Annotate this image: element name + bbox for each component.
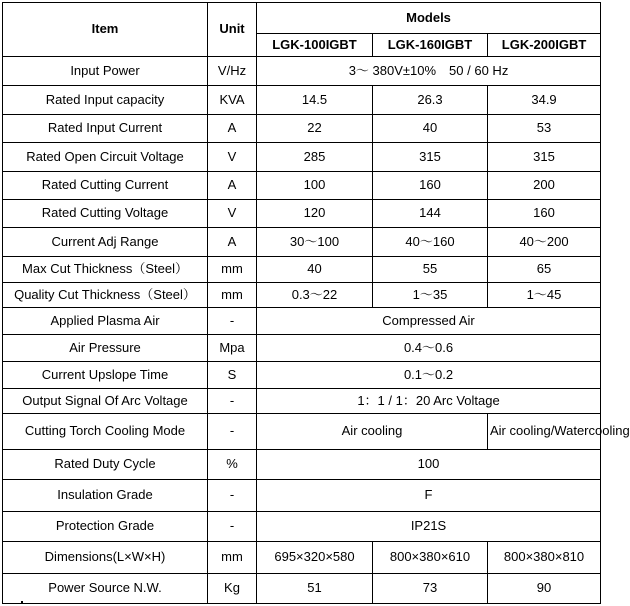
row-value: 0.4～0.6 — [257, 335, 601, 362]
row-unit: V — [208, 200, 257, 228]
row-unit: S — [208, 362, 257, 389]
row-unit: A — [208, 172, 257, 200]
row-unit: V/Hz — [208, 57, 257, 86]
row-value-1: Air cooling — [257, 414, 488, 450]
table-row — [3, 308, 601, 335]
unit-header: Unit — [208, 3, 257, 57]
row-value-3: 160 — [488, 200, 601, 228]
row-unit: - — [208, 512, 257, 542]
table-row — [3, 283, 601, 308]
table-row — [3, 257, 601, 283]
row-value: 3～ 380V±10% 50 / 60 Hz — [257, 57, 601, 86]
row-item: Rated Cutting Voltage — [3, 200, 208, 228]
row-value-1: 100 — [257, 172, 373, 200]
row-value: 1：1 / 1：20 Arc Voltage — [257, 389, 601, 414]
row-item: Power Source N.W. — [3, 574, 208, 604]
table-row — [3, 143, 601, 172]
row-value-3: 53 — [488, 115, 601, 143]
model-header-3: LGK-200IGBT — [488, 34, 601, 57]
row-item: Current Upslope Time — [3, 362, 208, 389]
row-item: Dimensions(L×W×H) — [3, 542, 208, 574]
row-value-3: 315 — [488, 143, 601, 172]
row-value-2: 73 — [373, 574, 488, 604]
row-value-2: 160 — [373, 172, 488, 200]
row-value-2: 800×380×610 — [373, 542, 488, 574]
row-value-3: 34.9 — [488, 86, 601, 115]
row-value-3: 800×380×810 — [488, 542, 601, 574]
row-unit: KVA — [208, 86, 257, 115]
row-unit: - — [208, 480, 257, 512]
row-value-1: 0.3～22 — [257, 283, 373, 308]
row-item: Current Adj Range — [3, 228, 208, 257]
row-value-1: 285 — [257, 143, 373, 172]
row-value-3: 1～45 — [488, 283, 601, 308]
row-value: Compressed Air — [257, 308, 601, 335]
row-value-2: 315 — [373, 143, 488, 172]
table-row — [3, 512, 601, 542]
row-item: Input Power — [3, 57, 208, 86]
row-unit: Mpa — [208, 335, 257, 362]
table-row — [3, 86, 601, 115]
table-row — [3, 414, 601, 450]
row-value: 100 — [257, 450, 601, 480]
model-header-1: LGK-100IGBT — [257, 34, 373, 57]
row-item: Quality Cut Thickness（Steel） — [3, 283, 208, 308]
row-value-2: 40 — [373, 115, 488, 143]
row-item: Rated Duty Cycle — [3, 450, 208, 480]
row-value-3: 90 — [488, 574, 601, 604]
row-value-1: 40 — [257, 257, 373, 283]
table-row — [3, 228, 601, 257]
row-value-1: 22 — [257, 115, 373, 143]
row-value-2: 1～35 — [373, 283, 488, 308]
row-value: IP21S — [257, 512, 601, 542]
table-row — [3, 200, 601, 228]
row-value-2: Air cooling/Watercooling — [488, 414, 601, 450]
row-value-3: 200 — [488, 172, 601, 200]
row-value-2: 40～160 — [373, 228, 488, 257]
row-value-2: 144 — [373, 200, 488, 228]
stray-dot — [21, 601, 23, 603]
row-item: Rated Input Current — [3, 115, 208, 143]
row-item: Rated Open Circuit Voltage — [3, 143, 208, 172]
spec-table — [2, 2, 630, 604]
row-unit: mm — [208, 257, 257, 283]
row-item: Output Signal Of Arc Voltage — [3, 389, 208, 414]
row-value: F — [257, 480, 601, 512]
row-value-1: 14.5 — [257, 86, 373, 115]
row-value: 0.1～0.2 — [257, 362, 601, 389]
models-header: Models — [257, 3, 601, 34]
row-unit: - — [208, 414, 257, 450]
item-header: Item — [3, 3, 208, 57]
row-value-3: 40～200 — [488, 228, 601, 257]
row-item: Rated Input capacity — [3, 86, 208, 115]
table-row — [3, 57, 601, 86]
row-unit: V — [208, 143, 257, 172]
row-unit: - — [208, 389, 257, 414]
row-item: Applied Plasma Air — [3, 308, 208, 335]
row-unit: mm — [208, 542, 257, 574]
table-row — [3, 362, 601, 389]
table-row — [3, 574, 601, 604]
table-row — [3, 115, 601, 143]
table-row — [3, 172, 601, 200]
row-unit: - — [208, 308, 257, 335]
table-row — [3, 542, 601, 574]
row-item: Air Pressure — [3, 335, 208, 362]
row-value-1: 30～100 — [257, 228, 373, 257]
model-header-2: LGK-160IGBT — [373, 34, 488, 57]
row-unit: A — [208, 115, 257, 143]
table-row — [3, 480, 601, 512]
row-value-1: 120 — [257, 200, 373, 228]
row-unit: mm — [208, 283, 257, 308]
row-item: Insulation Grade — [3, 480, 208, 512]
row-item: Cutting Torch Cooling Mode — [3, 414, 208, 450]
row-value-1: 51 — [257, 574, 373, 604]
row-unit: Kg — [208, 574, 257, 604]
row-value-1: 695×320×580 — [257, 542, 373, 574]
table-row — [3, 389, 601, 414]
row-item: Rated Cutting Current — [3, 172, 208, 200]
row-unit: A — [208, 228, 257, 257]
row-item: Max Cut Thickness（Steel） — [3, 257, 208, 283]
table-row — [3, 335, 601, 362]
row-value-2: 26.3 — [373, 86, 488, 115]
row-value-2: 55 — [373, 257, 488, 283]
row-value-3: 65 — [488, 257, 601, 283]
row-item: Protection Grade — [3, 512, 208, 542]
table-row — [3, 450, 601, 480]
row-unit: % — [208, 450, 257, 480]
